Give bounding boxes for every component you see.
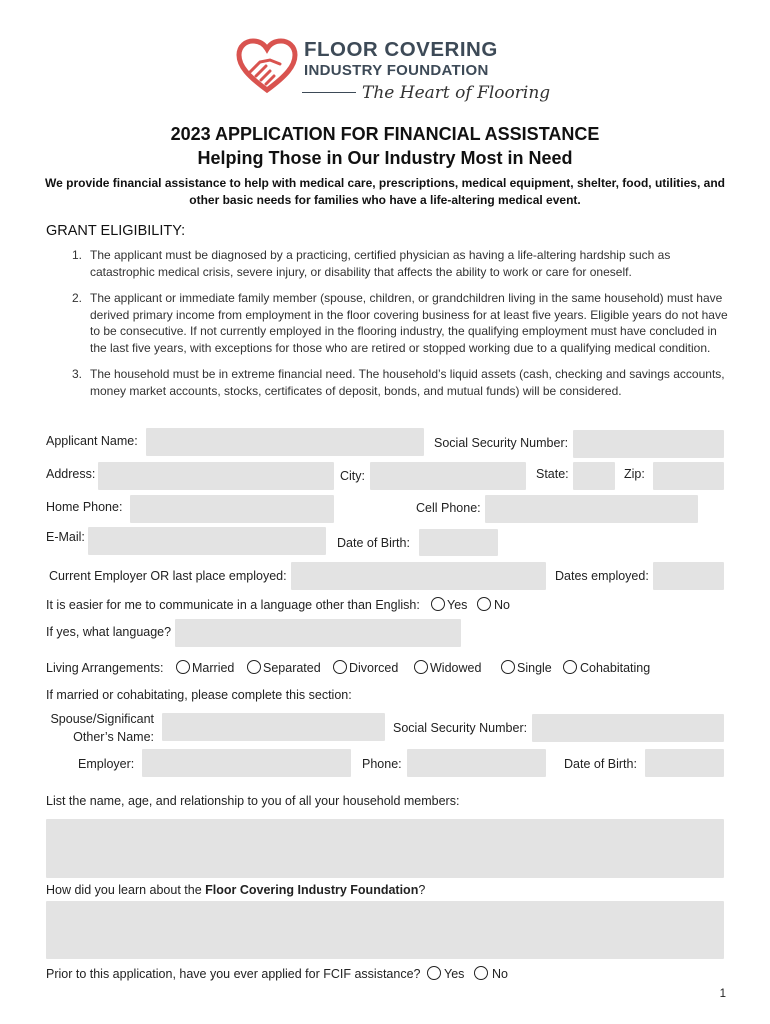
state-label: State: xyxy=(536,467,569,481)
learn-about-field[interactable] xyxy=(46,901,724,959)
logo-tagline: The Heart of Flooring xyxy=(362,83,551,103)
prior-yes-label: Yes xyxy=(444,967,465,981)
spouse-employer-label: Employer: xyxy=(78,757,135,771)
which-language-label: If yes, what language? xyxy=(46,625,172,639)
learn-about-label xyxy=(46,883,425,897)
employer-label: Current Employer OR last place employed: xyxy=(49,569,287,583)
living-widowed-label: Widowed xyxy=(430,661,482,675)
item-text: The household must be in extreme financial need. The household’s liquid assets (cash, checking and savings accounts, money market accounts, stocks, certificates of deposit, bonds, and mutual funds) will be considered. xyxy=(90,367,725,398)
learn-org-name: Floor Covering Industry Foundation xyxy=(205,883,419,897)
cell-phone-label: Cell Phone: xyxy=(416,501,481,515)
intro-text: We provide financial assistance to help with medical care, prescriptions, medical equipment, shelter, food, utilities, and other basic needs for families who have a life-altering medical event. xyxy=(45,176,725,207)
logo-line2: INDUSTRY FOUNDATION xyxy=(304,62,489,79)
spouse-ssn-field[interactable] xyxy=(532,714,724,742)
prior-yes-radio[interactable] xyxy=(427,966,441,980)
living-cohabitating-radio[interactable] xyxy=(563,660,577,674)
employer-field[interactable] xyxy=(291,562,546,590)
prior-no-label: No xyxy=(492,967,508,981)
heart-hand-logo-icon xyxy=(236,38,298,94)
item-number: 2. xyxy=(72,291,83,305)
email-label: E-Mail: xyxy=(46,530,85,544)
spouse-dob-field[interactable] xyxy=(645,749,724,777)
language-yes-radio[interactable] xyxy=(431,597,445,611)
ssn-label: Social Security Number: xyxy=(434,436,569,450)
language-no-radio[interactable] xyxy=(477,597,491,611)
spouse-name-field[interactable] xyxy=(162,713,385,741)
spouse-employer-field[interactable] xyxy=(142,749,351,777)
eligibility-item xyxy=(72,366,732,399)
dob-field[interactable] xyxy=(419,529,498,556)
zip-label: Zip: xyxy=(624,467,645,481)
spouse-ssn-label: Social Security Number: xyxy=(393,721,528,735)
language-no-label: No xyxy=(494,598,510,612)
home-phone-field[interactable] xyxy=(130,495,334,523)
living-single-radio[interactable] xyxy=(501,660,515,674)
dates-employed-field[interactable] xyxy=(653,562,724,590)
living-divorced-label: Divorced xyxy=(349,661,399,675)
applicant-name-label: Applicant Name: xyxy=(46,434,138,448)
language-yes-label: Yes xyxy=(447,598,468,612)
living-divorced-radio[interactable] xyxy=(333,660,347,674)
logo-line1: FLOOR COVERING xyxy=(304,38,498,61)
dob-label: Date of Birth: xyxy=(337,536,410,550)
item-number: 1. xyxy=(72,248,83,262)
spouse-phone-field[interactable] xyxy=(407,749,546,777)
zip-field[interactable] xyxy=(653,462,724,490)
eligibility-item xyxy=(72,247,732,280)
home-phone-label: Home Phone: xyxy=(46,500,123,514)
eligibility-item xyxy=(72,290,732,356)
living-separated-label: Separated xyxy=(263,661,321,675)
item-text: The applicant or immediate family member (spouse, children, or grandchildren living in the same household) must have derived primary income from employment in the floor covering business for at least five years. Eligible years do not have to be consecutive. If not currently employed in the flooring industry, the qualifying employment must have concluded in the last five years, with exceptions for those who are retired or stopped working due to a qualifying medical condition. xyxy=(90,291,728,355)
city-field[interactable] xyxy=(370,462,526,490)
learn-suffix: ? xyxy=(418,883,426,897)
living-arrangements-label: Living Arrangements: xyxy=(46,661,164,675)
language-question: It is easier for me to communicate in a language other than English: xyxy=(46,598,420,612)
living-single-label: Single xyxy=(517,661,552,675)
item-number: 3. xyxy=(72,367,83,381)
spouse-phone-label: Phone: xyxy=(362,757,402,771)
prior-no-radio[interactable] xyxy=(474,966,488,980)
spouse-dob-label: Date of Birth: xyxy=(564,757,637,771)
dates-employed-label: Dates employed: xyxy=(555,569,649,583)
household-label: List the name, age, and relationship to you of all your household members: xyxy=(46,794,460,808)
eligibility-heading: GRANT ELIGIBILITY: xyxy=(46,223,186,239)
living-married-radio[interactable] xyxy=(176,660,190,674)
state-field[interactable] xyxy=(573,462,615,490)
page-title: 2023 APPLICATION FOR FINANCIAL ASSISTANCE xyxy=(170,124,600,144)
spouse-name-label-line1: Spouse/Significant xyxy=(50,712,154,726)
city-label: City: xyxy=(340,469,365,483)
logo-rule xyxy=(302,92,356,93)
living-married-label: Married xyxy=(192,661,235,675)
living-widowed-radio[interactable] xyxy=(414,660,428,674)
address-field[interactable] xyxy=(98,462,334,490)
cell-phone-field[interactable] xyxy=(485,495,698,523)
living-cohabitating-label: Cohabitating xyxy=(580,661,651,675)
email-field[interactable] xyxy=(88,527,326,555)
living-separated-radio[interactable] xyxy=(247,660,261,674)
address-label: Address: xyxy=(46,467,96,481)
page-number: 1 xyxy=(719,988,726,1000)
married-note: If married or cohabitating, please complete this section: xyxy=(46,688,352,702)
item-text: The applicant must be diagnosed by a practicing, certified physician as having a life-altering hardship such as catastrophic medical crisis, severe injury, or disability that affects the ability to work or care for oneself. xyxy=(90,248,671,279)
applicant-name-field[interactable] xyxy=(146,428,424,456)
page-subtitle: Helping Those in Our Industry Most in Need xyxy=(197,148,573,168)
prior-application-question: Prior to this application, have you ever applied for FCIF assistance? xyxy=(46,967,421,981)
household-members-field[interactable] xyxy=(46,819,724,878)
eligibility-list xyxy=(72,247,732,409)
ssn-field[interactable] xyxy=(573,430,724,458)
which-language-field[interactable] xyxy=(175,619,461,647)
learn-prefix: How did you learn about the xyxy=(46,883,206,897)
spouse-name-label-line2: Other’s Name: xyxy=(73,730,154,744)
